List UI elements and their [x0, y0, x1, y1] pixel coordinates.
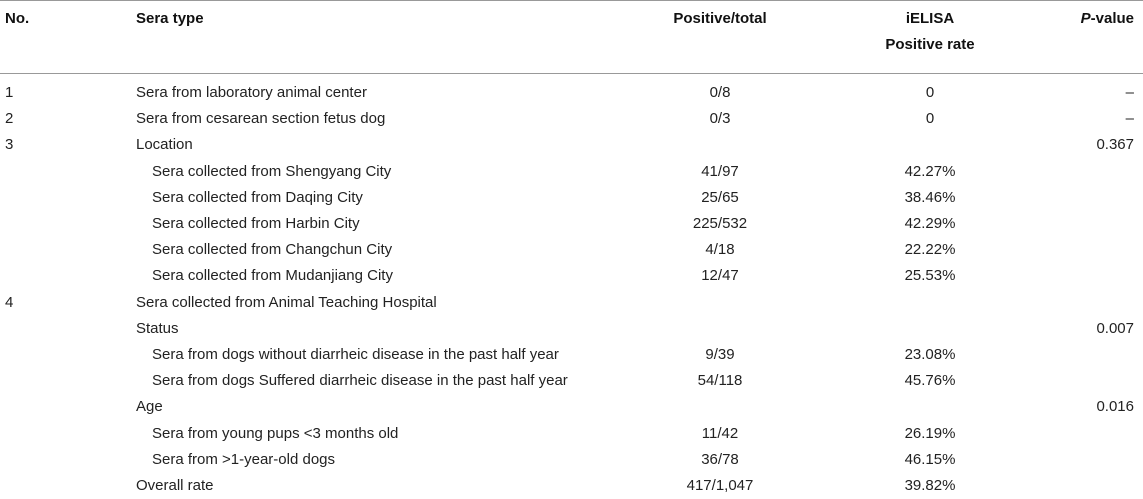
- table-row: [0, 80, 1143, 106]
- table-row: [0, 237, 1143, 263]
- row-positive-rate: 25.53%: [904, 267, 956, 285]
- row-sera-type: Sera collected from Shengyang City: [152, 162, 392, 180]
- header-p-value: [1081, 10, 1134, 27]
- row-positive-rate: 22.22%: [904, 241, 956, 259]
- table-row: [0, 132, 1143, 158]
- row-positive-total: 12/47: [701, 267, 739, 285]
- table-row: [0, 185, 1143, 211]
- header-no: No.: [5, 10, 30, 27]
- row-number: 3: [5, 136, 14, 154]
- row-sera-type: Sera from cesarean section fetus dog: [136, 110, 386, 128]
- row-sera-type: Age: [136, 398, 163, 416]
- row-sera-type: Sera collected from Mudanjiang City: [152, 267, 393, 285]
- row-positive-total: 36/78: [701, 450, 739, 468]
- row-sera-type: Sera from dogs without diarrheic disease in the past half year: [152, 346, 559, 363]
- row-positive-total: 0/8: [709, 84, 731, 101]
- table-row: [0, 290, 1143, 316]
- row-positive-rate: 39.82%: [904, 477, 956, 494]
- row-positive-rate: 0: [925, 110, 935, 128]
- row-p-value: 0.016: [1096, 398, 1134, 416]
- row-positive-rate: 45.76%: [904, 372, 956, 390]
- row-positive-rate: 38.46%: [904, 188, 956, 206]
- row-positive-total: 54/118: [697, 372, 743, 390]
- row-p-value: –: [1125, 110, 1134, 128]
- row-positive-rate: 26.19%: [904, 424, 956, 442]
- row-sera-type: Overall rate: [136, 477, 214, 494]
- header-p-italic: P: [1080, 10, 1091, 27]
- table-row: [0, 447, 1143, 473]
- row-positive-rate: 42.27%: [904, 162, 956, 180]
- row-p-value: 0.367: [1096, 136, 1134, 154]
- table-row: [0, 394, 1143, 420]
- row-sera-type: Sera from young pups <3 months old: [152, 424, 399, 442]
- row-sera-type: Sera collected from Daqing City: [152, 188, 363, 206]
- row-positive-total: 0/3: [709, 110, 731, 128]
- row-positive-rate: 42.29%: [904, 215, 956, 232]
- header-ielisa: iELISA: [905, 10, 955, 27]
- row-p-value: 0.007: [1096, 319, 1134, 337]
- table-row: [0, 316, 1143, 342]
- table-row: [0, 473, 1143, 499]
- row-sera-type: Sera collected from Animal Teaching Hospital: [136, 293, 437, 311]
- table-row: [0, 106, 1143, 132]
- row-number: 4: [5, 293, 14, 311]
- row-positive-total: 225/532: [692, 215, 748, 232]
- table-row: [0, 263, 1143, 289]
- row-positive-rate: 23.08%: [904, 346, 956, 363]
- header-positive-total: Positive/total: [673, 10, 767, 27]
- row-positive-total: 9/39: [705, 346, 735, 363]
- row-number: 1: [5, 84, 14, 101]
- row-sera-type: Sera from laboratory animal center: [136, 84, 367, 101]
- row-sera-type: Sera from >1-year-old dogs: [152, 450, 336, 468]
- top-rule: [0, 0, 1143, 1]
- row-positive-rate: 46.15%: [904, 450, 956, 468]
- table-row: [0, 159, 1143, 185]
- table-row: [0, 342, 1143, 368]
- row-positive-total: 41/97: [701, 162, 739, 180]
- table-row: [0, 368, 1143, 394]
- table-row: [0, 211, 1143, 237]
- row-positive-rate: 0: [925, 84, 935, 101]
- row-sera-type: Sera collected from Changchun City: [152, 241, 393, 259]
- row-sera-type: Sera from dogs Suffered diarrheic disease in the past half year: [152, 372, 568, 390]
- header-positive-rate: Positive rate: [885, 36, 975, 53]
- row-positive-total: 11/42: [701, 424, 739, 442]
- row-sera-type: Status: [136, 319, 179, 337]
- header-p-rest: -value: [1090, 10, 1134, 27]
- row-positive-total: 4/18: [705, 241, 735, 259]
- row-positive-total: 25/65: [701, 188, 739, 206]
- row-positive-total: 417/1,047: [686, 477, 754, 494]
- header-sera-type: Sera type: [136, 10, 204, 27]
- row-number: 2: [5, 110, 14, 128]
- row-sera-type: Sera collected from Harbin City: [152, 215, 360, 232]
- row-p-value: –: [1125, 84, 1134, 101]
- row-sera-type: Location: [136, 136, 193, 154]
- table-row: [0, 421, 1143, 447]
- header-rule: [0, 73, 1143, 74]
